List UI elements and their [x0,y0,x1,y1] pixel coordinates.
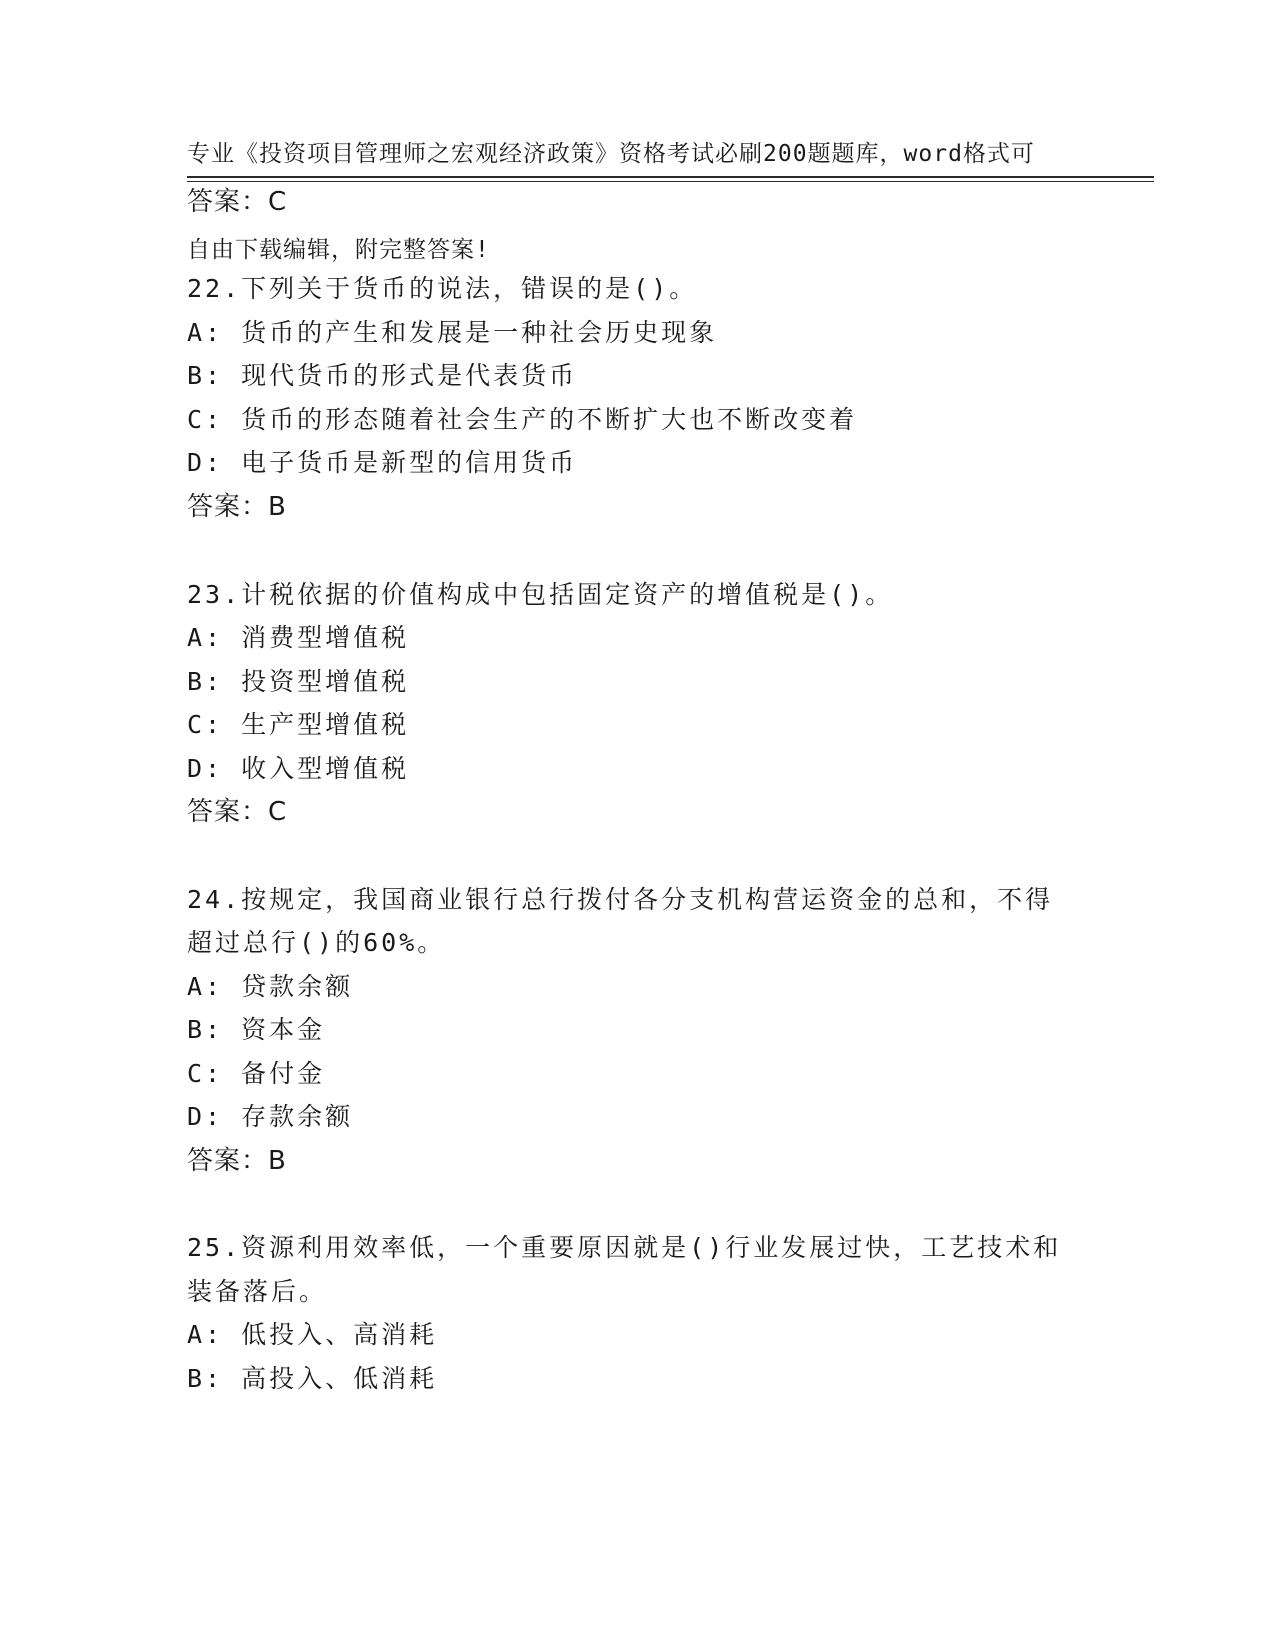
option-b: B: 现代货币的形式是代表货币 [187,361,578,390]
option-a: A: 低投入、高消耗 [187,1320,438,1349]
answer-line: 答案：C [187,187,288,217]
question-stem: 22.下列关于货币的说法，错误的是()。 [187,274,698,303]
header-line-1: 专业《投资项目管理师之宏观经济政策》资格考试必刷200题题库，word格式可 [187,141,1035,167]
question-stem: 25.资源利用效率低，一个重要原因就是()行业发展过快，工艺技术和 [187,1233,1062,1262]
answer-line: 答案：B [187,492,287,522]
option-c: C: 生产型增值税 [187,710,410,739]
option-d: D: 收入型增值税 [187,754,410,783]
header-line-2: 自由下载编辑，附完整答案! [187,237,490,263]
option-c: C: 货币的形态随着社会生产的不断扩大也不断改变着 [187,405,858,434]
option-c: C: 备付金 [187,1059,326,1088]
option-d: D: 电子货币是新型的信用货币 [187,448,578,477]
option-a: A: 货币的产生和发展是一种社会历史现象 [187,318,718,347]
answer-line: 答案：B [187,1146,287,1176]
option-a: A: 贷款余额 [187,972,354,1001]
option-d: D: 存款余额 [187,1102,354,1131]
option-b: B: 资本金 [187,1015,326,1044]
option-a: A: 消费型增值税 [187,623,410,652]
option-b: B: 高投入、低消耗 [187,1364,438,1393]
question-stem: 23.计税依据的价值构成中包括固定资产的增值税是()。 [187,580,894,609]
question-stem-continued: 超过总行()的60%。 [187,928,446,957]
question-stem-continued: 装备落后。 [187,1277,328,1306]
header-divider [187,176,1154,182]
answer-line: 答案：C [187,797,288,827]
option-b: B: 投资型增值税 [187,667,410,696]
question-stem: 24.按规定，我国商业银行总行拨付各分支机构营运资金的总和，不得 [187,885,1054,914]
